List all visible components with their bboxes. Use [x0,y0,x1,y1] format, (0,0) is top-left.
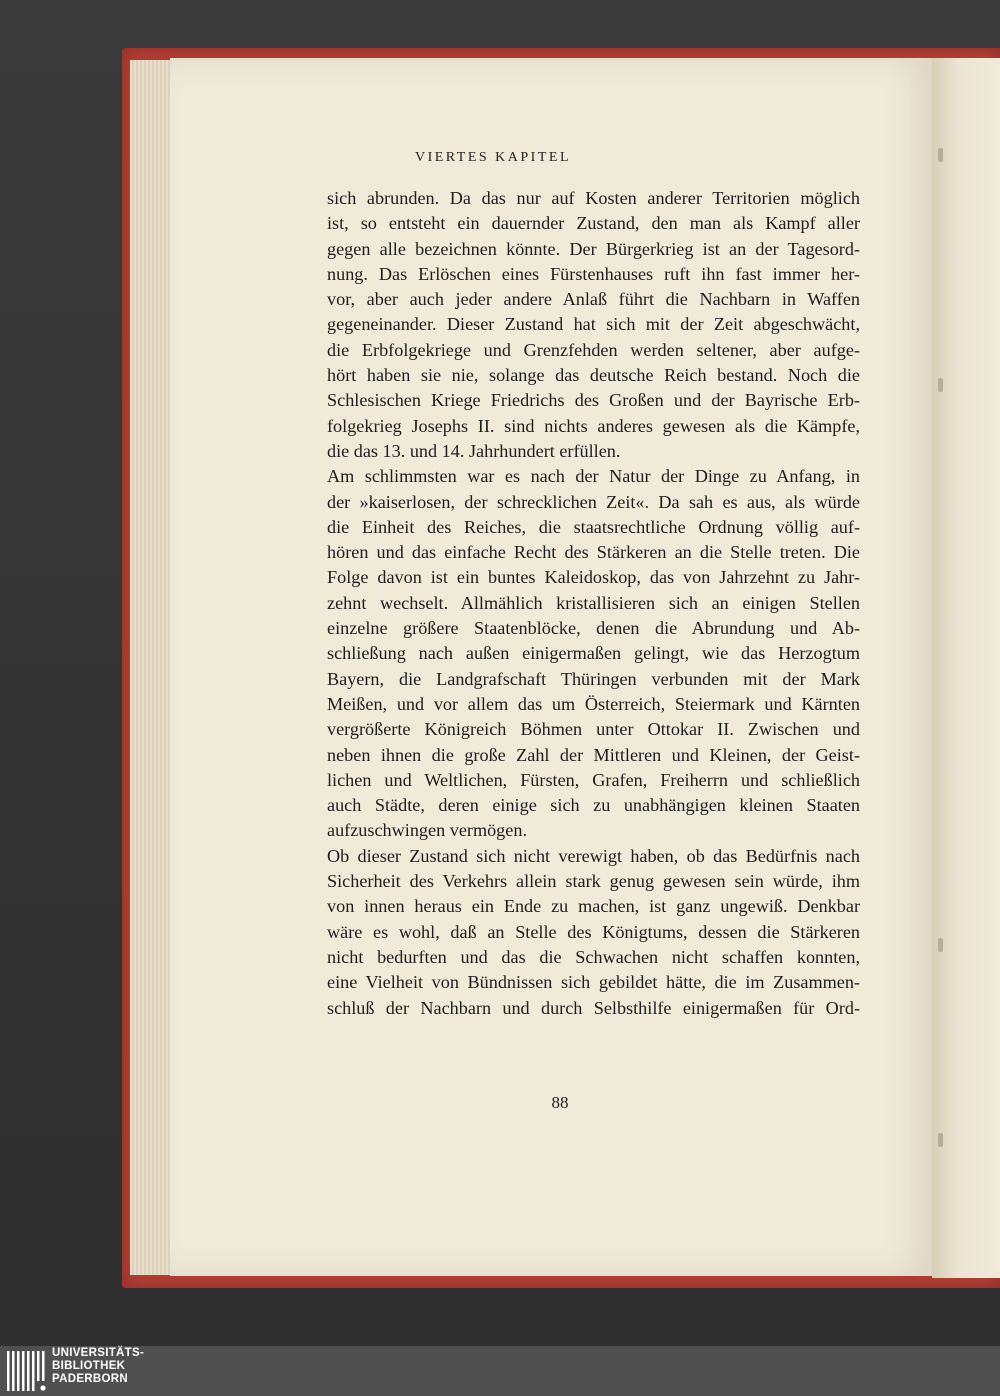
library-logo-text [52,1347,144,1386]
text-line: sich abrunden. Da das nur auf Kosten anderer Territorien möglich [327,188,860,208]
text-line: nung. Das Erlöschen eines Fürstenhauses ruft ihn fast immer her- [327,263,860,284]
text-line: vor, aber auch jeder andere Anlaß führt die Nachbarn in Waffen [327,289,860,310]
text-line: Am schlimmsten war es nach der Natur der Dinge zu Anfang, in [327,466,860,487]
text-line: schluß der Nachbarn und durch Selbsthilfe einigermaßen für Ord- [327,997,860,1018]
text-line: wäre es wohl, daß an Stelle des Königtums, dessen die Stärkeren [327,921,860,942]
logo-line: BIBLIOTHEK [52,1360,126,1372]
text-line: zehnt wechselt. Allmählich kristallisieren sich an einigen Stellen [327,592,860,613]
text-line: lichen und Weltlichen, Fürsten, Grafen, Freiherrn und schließlich [327,769,860,790]
text-line: gegen alle bezeichnen könnte. Der Bürgerkrieg ist an der Tagesord- [327,238,860,259]
text-line: auch Städte, deren einige sich zu unabhängigen kleinen Staaten [327,795,860,816]
facing-page [932,58,1000,1278]
text-line: Bayern, die Landgrafschaft Thüringen verbunden mit der Mark [327,668,860,689]
text-line: die Erbfolgekriege und Grenzfehden werden seltener, aber aufge- [327,339,860,360]
body-text [327,186,860,1021]
text-line: der »kaiserlosen, der schrecklichen Zeit«. Da sah es aus, als würde [327,491,860,512]
binding-stitch [938,938,943,952]
text-line: Folge davon ist ein buntes Kaleidoskop, das von Jahrzehnt zu Jahr- [327,567,860,588]
text-line: einzelne größere Staatenblöcke, denen die Abrundung und Ab- [327,618,860,639]
text-line: von innen heraus ein Ende zu machen, ist ganz ungewiß. Denkbar [327,896,860,917]
text-line: hören und das einfache Recht des Stärkeren an die Stelle treten. Die [327,542,860,563]
text-line: gegeneinander. Dieser Zustand hat sich mit der Zeit abgeschwächt, [327,314,860,335]
text-line: Schlesischen Kriege Friedrichs des Großen und der Bayrische Erb- [327,390,860,411]
logo-line: UNIVERSITÄTS- [52,1347,145,1359]
library-bars-icon [6,1350,46,1392]
logo-line: PADERBORN [52,1373,128,1385]
text-line: folgekrieg Josephs II. sind nichts anderes gewesen als die Kämpfe, [327,415,860,436]
text-line: Meißen, und vor allem das um Österreich, Steiermark und Kärnten [327,693,860,714]
text-line: eine Vielheit von Bündnissen sich gebildet hätte, die im Zusammen- [327,972,860,993]
library-footer [0,1346,1000,1396]
text-line: die das 13. und 14. Jahrhundert erfüllen. [327,440,621,461]
text-line: Sicherheit des Verkehrs allein stark genug gewesen sein würde, ihm [327,871,860,892]
running-head [0,150,1000,166]
text-line: Ob dieser Zustand sich nicht verewigt haben, ob das Bedürfnis nach [327,845,860,866]
page-number: 88 [551,1093,569,1112]
binding-stitch [938,378,943,392]
text-line: die Einheit des Reiches, die staatsrechtliche Ordnung völlig auf- [327,516,860,537]
text-line: aufzuschwingen vermögen. [327,820,527,841]
binding-stitch [938,1133,943,1147]
text-line: nicht bedurften und das die Schwachen nicht schaffen konnten, [327,946,860,967]
running-head-text: VIERTES KAPITEL [414,150,572,165]
text-line: hört haben sie nie, solange das deutsche Reich bestand. Noch die [327,365,860,386]
text-line: neben ihnen die große Zahl der Mittleren und Kleinen, der Geist- [327,744,860,765]
text-line: ist, so entsteht ein dauernder Zustand, den man als Kampf aller [327,213,860,234]
text-line: schließung nach außen einigermaßen gelingt, wie das Herzogtum [327,643,860,664]
text-line: vergrößerte Königreich Böhmen unter Ottokar II. Zwischen und [327,719,860,740]
